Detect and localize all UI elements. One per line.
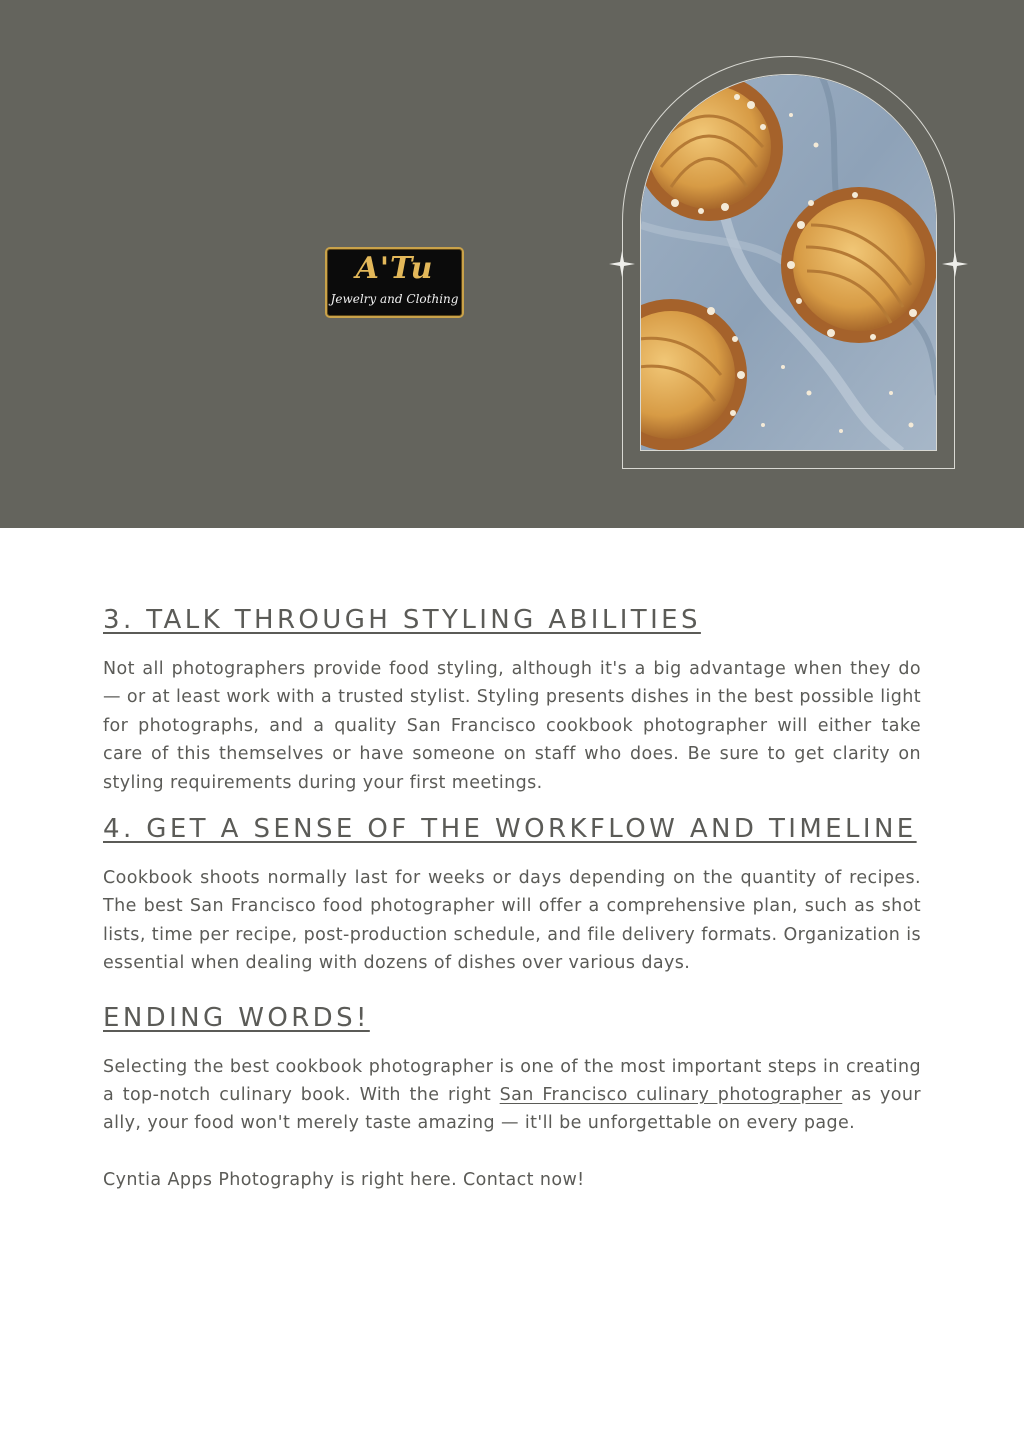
pear-tart-photo bbox=[640, 74, 937, 451]
brand-logo bbox=[325, 247, 464, 318]
culinary-photographer-link[interactable]: San Francisco culinary photographer bbox=[499, 1085, 843, 1106]
section-heading-ending-text: ENDING WORDS! bbox=[103, 1002, 370, 1033]
section-heading-styling-text: 3. TALK THROUGH STYLING ABILITIES bbox=[103, 605, 701, 635]
section-body-ending bbox=[103, 1053, 921, 1138]
sparkle-icon bbox=[609, 251, 635, 277]
section-heading-ending bbox=[103, 998, 921, 1038]
logo-wordmark: A'Tu bbox=[355, 251, 434, 286]
logo-tagline: Jewelry and Clothing bbox=[330, 292, 459, 306]
ending-text-after-link: as your ally, your food won't merely taste amazing — it'll be unforgettable on every page. bbox=[103, 1085, 922, 1134]
section-body-workflow: Cookbook shoots normally last for weeks or days depending on the quantity of recipes. The best San Francisco food photographer will offer a comprehensive plan, such as shot lists, time per recipe, post-production schedule, and file delivery formats. Organization is essential when dealing with dozens of dishes over various days. bbox=[103, 868, 921, 974]
closing-call-to-action: Cyntia Apps Photography is right here. Contact now! bbox=[103, 1169, 585, 1190]
section-heading-styling bbox=[103, 600, 921, 640]
section-heading-workflow-text: 4. GET A SENSE OF THE WORKFLOW AND TIMELINE bbox=[103, 814, 917, 845]
hero-banner bbox=[0, 0, 1024, 528]
section-heading-workflow bbox=[103, 809, 921, 849]
section-body-styling: Not all photographers provide food styling, although it's a big advantage when they do — or at least work with a trusted stylist. Styling presents dishes in the best possible light for photographs, and a quality San Francisco cookbook photographer will either take care of this themselves or have someone on staff who does. Be sure to get clarity on styling requirements during your first meetings. bbox=[103, 659, 921, 793]
ending-text-before-link: Selecting the best cookbook photographer is one of the most important steps in creating a top-notch culinary book. With the right bbox=[103, 1056, 921, 1106]
sparkle-icon bbox=[942, 251, 968, 277]
article-content bbox=[103, 600, 921, 1194]
